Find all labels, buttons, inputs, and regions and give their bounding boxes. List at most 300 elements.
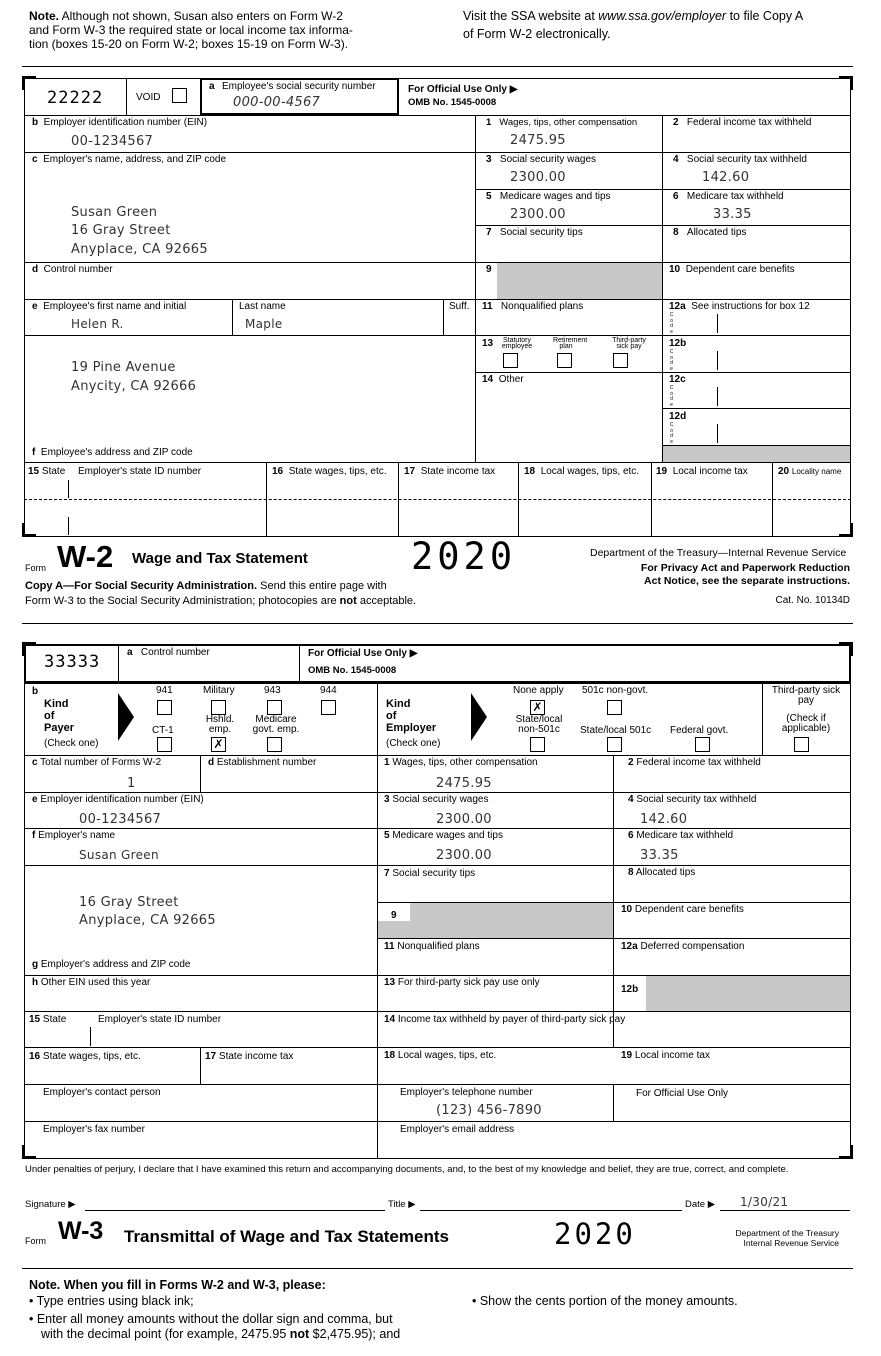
box-number: 14	[482, 374, 494, 385]
copy-a-bold: Copy A—For Social Security Administration.	[25, 580, 258, 592]
omb-number: OMB No. 1545-0008	[408, 97, 497, 108]
employee-address-label: Employee's address and ZIP code	[40, 447, 193, 458]
third-party-sick-label: Third-party sick pay	[771, 685, 841, 706]
w3-box12a-label: Deferred compensation	[640, 941, 745, 952]
field-label	[669, 264, 795, 276]
grid-line	[299, 645, 300, 682]
w3-box9-shade-lower	[378, 921, 613, 938]
copy-a-text: Send this entire page with	[257, 580, 387, 592]
box-number: f	[32, 830, 36, 841]
employee-street[interactable]: 19 Pine Avenue	[71, 360, 176, 375]
box-number: 19	[656, 466, 668, 477]
box-number: 16	[29, 1051, 41, 1062]
grid-line	[118, 645, 119, 682]
payer-hshld-label: Hshld. emp.	[205, 714, 235, 735]
w3-box17-label: State income tax	[218, 1051, 294, 1062]
box15-id-label: Employer's state ID number	[78, 466, 202, 477]
w3-ein-value[interactable]: 00-1234567	[79, 812, 162, 827]
field-label	[673, 117, 811, 129]
box12a-label: See instructions for box 12	[691, 301, 810, 312]
third-party-sick-label: Third-party sick pay	[612, 337, 646, 350]
w3-box6-label: Medicare tax withheld	[636, 830, 734, 841]
box9-shade	[497, 263, 662, 299]
w2-form-code: 22222	[47, 88, 104, 108]
box-number: c	[32, 154, 38, 165]
ssa-text-2: to file Copy A	[726, 9, 804, 23]
payer-943-label: 943	[264, 685, 281, 696]
box-number: 3	[384, 794, 390, 805]
box-number: 5	[486, 191, 492, 202]
code-letters: C o d e	[669, 349, 674, 372]
form-word: Form	[25, 563, 46, 573]
w3-box9-number: 9	[391, 910, 397, 921]
employer-federal-checkbox[interactable]	[695, 737, 710, 752]
employer-none-checkbox[interactable]: ✗	[530, 700, 545, 715]
box5-label: Medicare wages and tips	[499, 191, 611, 202]
field-label	[486, 117, 637, 129]
box12b-label: 12b	[669, 338, 687, 349]
field-label	[404, 466, 495, 478]
employer-statelocal-label: State/local non-501c	[515, 714, 563, 735]
note-line-2: and Form W-3 the required state or local income tax informa-	[29, 23, 353, 37]
note-line-1: Although not shown, Susan also enters on Form W-2	[59, 9, 343, 23]
box3-label: Social security wages	[499, 154, 597, 165]
field-label	[32, 447, 193, 459]
grid-line	[24, 78, 851, 79]
field-label	[673, 191, 784, 203]
box-number: 4	[628, 794, 634, 805]
field-label	[209, 81, 215, 93]
bottom-note-bullet-2c: $2,475.95); and	[309, 1327, 401, 1341]
field-label	[656, 466, 748, 478]
grid-line	[717, 424, 718, 443]
field-label	[32, 301, 186, 313]
grid-line	[662, 115, 663, 462]
box-number: h	[32, 977, 39, 988]
grid-line	[762, 683, 763, 756]
box-number: e	[32, 301, 38, 312]
grid-line	[68, 517, 69, 535]
box-number: 8	[628, 867, 634, 878]
payer-944-label: 944	[320, 685, 337, 696]
grid-line	[717, 351, 718, 370]
total-forms-label: Total number of Forms W-2	[40, 757, 162, 768]
box-number: 12a	[621, 941, 638, 952]
employer-501c-label: 501c non-govt.	[582, 685, 649, 696]
box12c-label: 12c	[669, 374, 686, 385]
contact-person-label: Employer's contact person	[43, 1087, 161, 1098]
grid-line	[232, 299, 233, 335]
last-name-label: Last name	[239, 301, 286, 312]
box1-value[interactable]: 2475.95	[510, 133, 566, 148]
cat-number: Cat. No. 10134D	[775, 595, 850, 606]
field-label	[482, 374, 524, 386]
box-number: 15	[29, 1014, 41, 1025]
box6-label: Medicare tax withheld	[686, 191, 784, 202]
grid-line	[443, 299, 444, 335]
w2-year: 2020	[411, 535, 517, 578]
w3-title: Transmittal of Wage and Tax Statements	[124, 1227, 449, 1246]
payer-941-checkbox[interactable]	[157, 700, 172, 715]
grid-line	[266, 462, 267, 536]
box7-label: Social security tips	[499, 227, 583, 238]
box9-number: 9	[486, 264, 492, 275]
payer-943-checkbox[interactable]	[267, 700, 282, 715]
ssa-text: Visit the SSA website at	[463, 9, 599, 23]
grid-line	[24, 335, 475, 336]
employee-city[interactable]: Anycity, CA 92666	[71, 379, 197, 394]
w3-employer-city[interactable]: Anyplace, CA 92665	[79, 913, 216, 928]
w3-box1-value[interactable]: 2475.95	[436, 776, 492, 791]
box-number: 12a	[669, 301, 686, 312]
box-number: 11	[384, 941, 395, 952]
box-number: 6	[628, 830, 634, 841]
w3-box19-label: Local income tax	[634, 1050, 710, 1061]
box-number: 18	[524, 466, 536, 477]
box1-label: Wages, tips, other compensation	[499, 117, 638, 128]
signature-label: Signature ▶	[25, 1199, 76, 1210]
field-label	[384, 757, 538, 769]
retirement-plan-checkbox[interactable]	[557, 353, 572, 368]
employee-last-name[interactable]: Maple	[245, 317, 283, 331]
grid-line	[200, 1047, 201, 1084]
box-number: 17	[205, 1051, 217, 1062]
field-label	[621, 941, 744, 953]
statutory-employee-checkbox[interactable]	[503, 353, 518, 368]
field-label	[25, 595, 416, 607]
payer-ct1-label: CT-1	[152, 725, 174, 736]
field-label	[25, 580, 387, 592]
payer-ct1-checkbox[interactable]	[157, 737, 172, 752]
box16-label: State wages, tips, etc.	[288, 466, 387, 477]
employer-statelocal-checkbox[interactable]	[530, 737, 545, 752]
w3-official-use: For Official Use Only ▶	[308, 648, 418, 659]
box10-label: Dependent care benefits	[685, 264, 795, 275]
field-label	[384, 941, 480, 953]
note-bold: Note.	[29, 9, 59, 23]
grid-line	[24, 1084, 851, 1085]
employer-city[interactable]: Anyplace, CA 92665	[71, 242, 208, 257]
grid-line	[24, 462, 851, 463]
employer-name-label: Employer's name, address, and ZIP code	[43, 154, 227, 165]
third-party-sick-checkbox[interactable]	[613, 353, 628, 368]
date-value[interactable]: 1/30/21	[740, 1195, 789, 1209]
official-use-label: For Official Use Only ▶	[408, 84, 518, 95]
field-label	[28, 466, 65, 478]
date-line[interactable]	[720, 1210, 850, 1211]
payer-military-checkbox[interactable]	[211, 700, 226, 715]
box-number: 18	[384, 1050, 396, 1061]
w3-box15-id-label: Employer's state ID number	[98, 1014, 222, 1025]
w3-employer-street[interactable]: 16 Gray Street	[79, 895, 179, 910]
box-number: a	[127, 647, 133, 658]
statutory-employee-label: Statutory employee	[501, 337, 533, 350]
payer-944-checkbox[interactable]	[321, 700, 336, 715]
w3-box6-value[interactable]: 33.35	[640, 848, 679, 863]
grid-line	[850, 78, 851, 537]
box8-label: Allocated tips	[686, 227, 747, 238]
grid-line	[651, 462, 652, 536]
field-label	[32, 757, 161, 769]
box-number: 20	[778, 466, 790, 477]
w3-box11-label: Nonqualified plans	[397, 941, 480, 952]
w3-box1-label: Wages, tips, other compensation	[392, 757, 538, 768]
payer-medicare-checkbox[interactable]	[267, 737, 282, 752]
field-label	[673, 227, 746, 239]
grid-line	[24, 115, 851, 116]
grid-line	[200, 755, 201, 792]
field-label	[669, 301, 810, 313]
field-label	[524, 466, 639, 478]
other-ein-label: Other EIN used this year	[40, 977, 151, 988]
copy-a-not: not	[339, 595, 357, 607]
box-number: 19	[621, 1050, 633, 1061]
payer-military-label: Military	[203, 685, 235, 696]
kind-employer-label: Employer	[386, 722, 437, 734]
employee-first-name[interactable]: Helen R.	[71, 317, 124, 331]
third-party-sick-checkbox[interactable]	[794, 737, 809, 752]
code-letters: C o d e	[669, 422, 674, 445]
field-label	[486, 227, 583, 239]
box3-value[interactable]: 2300.00	[510, 170, 566, 185]
box-number: 3	[486, 154, 492, 165]
signature-line[interactable]	[85, 1210, 385, 1211]
ein-value[interactable]: 00-1234567	[71, 134, 154, 149]
field-label	[384, 830, 503, 842]
field-label	[384, 1014, 625, 1026]
payer-941-label: 941	[156, 685, 173, 696]
field-label	[32, 830, 115, 842]
ssa-line-2: of Form W-2 electronically.	[463, 27, 611, 41]
w3-box5-value[interactable]: 2300.00	[436, 848, 492, 863]
box17-label: State income tax	[420, 466, 496, 477]
bottom-note-bullet-2b: with the decimal point (for example, 2475.95	[41, 1327, 290, 1341]
payer-hshld-checkbox[interactable]: ✗	[211, 737, 226, 752]
field-label	[628, 830, 733, 842]
code-letters: C o d e	[669, 312, 674, 335]
check-if-label: (Check if applicable)	[781, 713, 831, 734]
total-forms-value[interactable]: 1	[127, 776, 136, 791]
w3-box3-label: Social security wages	[392, 794, 489, 805]
box4-value[interactable]: 142.60	[702, 170, 750, 185]
w3-year: 2020	[554, 1217, 636, 1251]
kind-payer-label: Payer	[44, 722, 74, 734]
w3-box3-value[interactable]: 2300.00	[436, 812, 492, 827]
field-label	[272, 466, 387, 478]
retirement-plan-label: Retirement plan	[553, 337, 588, 350]
ssa-link[interactable]: www.ssa.gov/employer	[598, 9, 727, 23]
box-number: 7	[384, 868, 390, 879]
establishment-label: Establishment number	[216, 757, 317, 768]
field-label	[628, 757, 761, 769]
box11-label: Nonqualified plans	[500, 301, 584, 312]
code-letters: C o d e	[669, 385, 674, 408]
box-number: 16	[272, 466, 284, 477]
w3-box9-shade	[410, 903, 613, 922]
divider	[22, 1268, 853, 1269]
w3-box5-label: Medicare wages and tips	[392, 830, 503, 841]
grid-line	[475, 115, 476, 462]
grid-line	[613, 755, 614, 1047]
w3-omb: OMB No. 1545-0008	[308, 665, 397, 676]
employer-street[interactable]: 16 Gray Street	[71, 223, 171, 238]
divider	[22, 66, 853, 67]
w3-control-number-label: Control number	[140, 647, 210, 658]
box-a-letter: a	[209, 81, 215, 92]
check-one-label: (Check one)	[386, 738, 441, 749]
grid-line	[475, 335, 851, 336]
w3-dept-1: Department of the Treasury	[735, 1228, 839, 1238]
bottom-note-bullet-2: • Enter all money amounts without the dollar sign and comma, but	[29, 1312, 393, 1326]
grid-line	[24, 1158, 851, 1159]
w3-box-b-letter: b	[32, 686, 39, 697]
field-label	[205, 1051, 293, 1063]
kind-employer-label: Kind	[386, 698, 411, 710]
ssn-label: Employee's social security number	[222, 81, 376, 92]
irs-dept: Department of the Treasury—Internal Revenue Service	[590, 547, 847, 559]
box-number: b	[32, 117, 39, 128]
field-label	[208, 757, 316, 769]
grid-line	[475, 225, 851, 226]
field-label	[384, 1050, 496, 1062]
check-one-label: (Check one)	[44, 738, 99, 749]
w3-form-word: Form	[25, 1236, 46, 1246]
box13-number: 13	[482, 338, 494, 349]
grid-line	[24, 152, 851, 153]
ssn-value[interactable]: 000-00-4567	[233, 95, 321, 110]
w3-box4-label: Social security tax withheld	[636, 794, 757, 805]
box-number: 5	[384, 830, 390, 841]
grid-line	[24, 78, 25, 537]
field-label	[486, 191, 611, 203]
box19-label: Local income tax	[672, 466, 748, 477]
box12d-label: 12d	[669, 411, 687, 422]
email-label: Employer's email address	[400, 1124, 515, 1135]
grid-line	[475, 189, 851, 190]
void-checkbox[interactable]	[172, 88, 187, 103]
field-label	[32, 794, 204, 806]
grid-line	[662, 408, 851, 409]
grid-line	[398, 462, 399, 536]
void-label: VOID	[136, 92, 161, 103]
box-number: 2	[673, 117, 679, 128]
w3-box8-label: Allocated tips	[635, 867, 696, 878]
employer-state501c-checkbox[interactable]	[607, 737, 622, 752]
grid-line	[613, 1084, 614, 1122]
arrow-right-icon	[118, 693, 134, 741]
box6-value[interactable]: 33.35	[713, 207, 752, 222]
kind-employer-label: of	[386, 710, 397, 722]
grid-line	[717, 387, 718, 406]
w3-box2-label: Federal income tax withheld	[636, 757, 761, 768]
box-number: 1	[384, 757, 390, 768]
bottom-note-bullet-1: • Type entries using black ink;	[29, 1294, 194, 1308]
w3-box13-label: For third-party sick pay use only	[397, 977, 540, 988]
box-number: 10	[669, 264, 681, 275]
w2-form-name: W-2	[57, 539, 114, 574]
grid-line	[24, 1047, 851, 1048]
w3-employer-name-label: Employer's name	[38, 830, 116, 841]
field-label	[628, 794, 756, 806]
grid-line	[24, 865, 851, 866]
employer-federal-label: Federal govt.	[670, 725, 729, 736]
grid-line	[24, 1121, 851, 1122]
box-number: 14	[384, 1014, 396, 1025]
field-label	[621, 1050, 710, 1062]
field-label	[384, 794, 489, 806]
grid-line	[90, 1027, 91, 1046]
field-label	[384, 977, 540, 989]
w3-box7-label: Social security tips	[392, 868, 476, 879]
grid-line	[377, 755, 378, 1159]
grid-line	[475, 372, 662, 373]
grid-line	[24, 828, 851, 829]
title-line[interactable]	[420, 1210, 682, 1211]
employer-none-label: None apply	[513, 685, 564, 696]
w3-form-code: 33333	[44, 652, 101, 672]
fax-number-label: Employer's fax number	[43, 1124, 145, 1135]
box-number: 7	[486, 227, 492, 238]
w3-employer-name[interactable]: Susan Green	[79, 848, 159, 862]
box5-value[interactable]: 2300.00	[510, 207, 566, 222]
w2-title: Wage and Tax Statement	[132, 550, 308, 567]
phone-value[interactable]: (123) 456-7890	[436, 1103, 542, 1118]
w3-box4-value[interactable]: 142.60	[640, 812, 688, 827]
w3-box12b-shade	[646, 976, 850, 1011]
field-label	[29, 1014, 66, 1026]
box-number: 6	[673, 191, 679, 202]
grid-line	[377, 938, 851, 939]
field-label	[29, 1051, 141, 1063]
employer-name[interactable]: Susan Green	[71, 205, 158, 220]
box-number: 15	[28, 466, 40, 477]
phone-label: Employer's telephone number	[400, 1087, 533, 1098]
grid-line	[68, 480, 69, 498]
copy-a-text-3: acceptable.	[356, 595, 417, 607]
field-label	[32, 154, 226, 166]
box12-shade	[663, 446, 850, 462]
box18-label: Local wages, tips, etc.	[540, 466, 640, 477]
field-label	[32, 117, 207, 129]
box20-label: Locality name	[791, 467, 842, 476]
bottom-note-bullet-3: • Show the cents portion of the money amounts.	[472, 1294, 738, 1308]
box-number: f	[32, 447, 36, 458]
box15-state-label: State	[41, 466, 66, 477]
bottom-note-not: not	[289, 1327, 310, 1341]
box4-label: Social security tax withheld	[686, 154, 807, 165]
employer-state501c-label: State/local 501c	[580, 725, 652, 736]
w3-box18-label: Local wages, tips, etc.	[397, 1050, 497, 1061]
payer-medicare-label: Medicare govt. emp.	[252, 714, 300, 735]
w3-box10-label: Dependent care benefits	[634, 904, 744, 915]
grid-line	[518, 462, 519, 536]
w3-address-label: Employer's address and ZIP code	[40, 959, 191, 970]
grid-line	[377, 683, 378, 756]
w3-official-only: For Official Use Only	[636, 1088, 729, 1099]
box14-label: Other	[498, 374, 524, 385]
box-number: d	[32, 264, 39, 275]
control-number-label: Control number	[43, 264, 113, 275]
arrow-right-icon	[471, 693, 487, 741]
suffix-label: Suff.	[449, 301, 470, 312]
grid-line	[24, 1011, 851, 1012]
box-number: 13	[384, 977, 396, 988]
perjury-statement: Under penalties of perjury, I declare that I have examined this return and accompanying documents, and, to the best of my knowledge and belief, they are true, correct, and complete.	[25, 1164, 789, 1175]
w3-box14-label: Income tax withheld by payer of third-party sick pay	[397, 1014, 626, 1025]
employer-501c-checkbox[interactable]	[607, 700, 622, 715]
divider	[22, 623, 853, 624]
field-label	[32, 264, 113, 276]
